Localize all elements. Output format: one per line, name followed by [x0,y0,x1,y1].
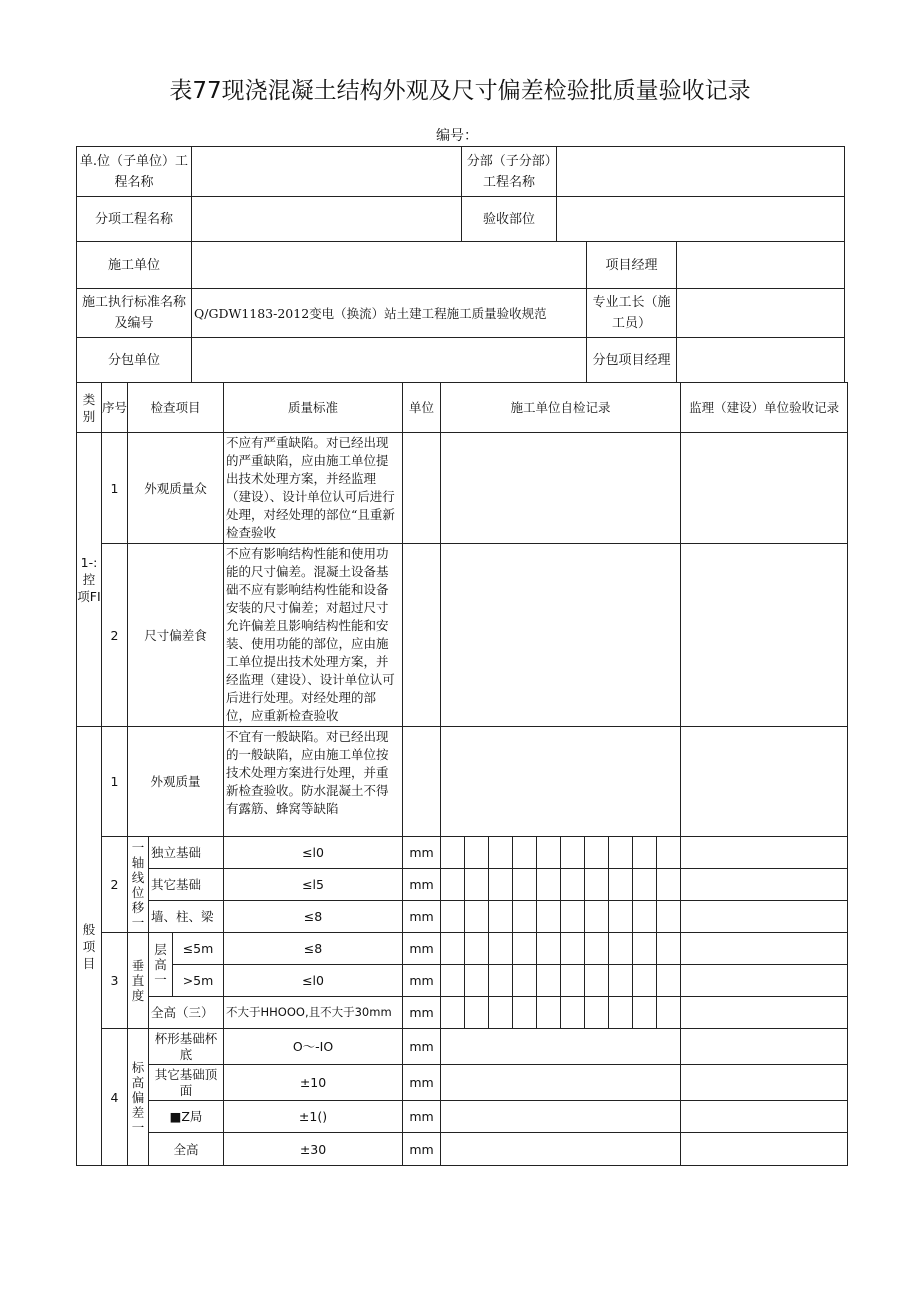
check-cell[interactable] [489,933,513,965]
foreman-label: 专业工长（施工员） [587,289,677,338]
check-cell[interactable] [441,933,465,965]
vertical-seq: 3 [102,933,128,1029]
sub-manager-value[interactable] [677,338,845,383]
self-check-cell[interactable] [441,433,681,544]
elevation-item: ■Z局 [149,1101,224,1133]
col-supervision: 监理（建设）单位验收记录 [681,383,848,433]
construction-unit-label: 施工单位 [77,242,192,289]
check-cell[interactable] [537,933,561,965]
unit-cell [403,727,441,837]
elevation-std: ±10 [224,1065,403,1101]
col-check-item: 检查项目 [128,383,224,433]
check-cell[interactable] [441,901,465,933]
supervision-cell[interactable] [681,965,848,997]
check-cell[interactable] [561,869,585,901]
check-cell[interactable] [561,997,585,1029]
check-cell[interactable] [465,869,489,901]
check-cell[interactable] [441,997,465,1029]
check-cell[interactable] [513,869,537,901]
check-cell[interactable] [489,901,513,933]
axis-item: 墙、柱、梁 [149,901,224,933]
check-cell[interactable] [657,997,681,1029]
supervision-cell[interactable] [681,901,848,933]
check-cell[interactable] [441,965,465,997]
general-row-seq: 1 [102,727,128,837]
vertical-std: ≤l0 [224,965,403,997]
elevation-unit: mm [403,1101,441,1133]
check-cell[interactable] [513,933,537,965]
main-row-seq: 2 [102,544,128,727]
accept-part-label: 验收部位 [462,197,557,242]
check-cell[interactable] [633,997,657,1029]
check-cell[interactable] [585,933,609,965]
check-cell[interactable] [537,997,561,1029]
main-control-label: 1-:控项FI [77,433,102,727]
vertical-sub-group: 层高一 [149,933,173,997]
self-check-cell[interactable] [441,1065,681,1101]
header-table [76,146,845,383]
self-check-cell[interactable] [441,1101,681,1133]
axis-item: 独立基础 [149,837,224,869]
project-manager-label: 项目经理 [587,242,677,289]
standard-value: Q/GDW1183-2012变电（换流）站土建工程施工质量验收规范 [192,289,587,338]
self-check-cell[interactable] [441,1133,681,1166]
check-cell[interactable] [465,965,489,997]
general-row-item: 外观质量 [128,727,224,837]
subcontractor-label: 分包单位 [77,338,192,383]
supervision-cell[interactable] [681,727,848,837]
sub-manager-label: 分包项目经理 [587,338,677,383]
page-title: 表77现浇混凝土结构外观及尺寸偏差检验批质量验收记录 [169,78,751,104]
col-category: 类别 [77,383,102,433]
check-cell[interactable] [513,997,537,1029]
check-cell[interactable] [465,933,489,965]
sub-project-label: 分部（子分部）工程名称 [462,147,557,197]
check-cell[interactable] [513,965,537,997]
supervision-cell[interactable] [681,933,848,965]
unit-project-label: 单.位（子单位）工程名称 [77,147,192,197]
self-check-cell[interactable] [441,727,681,837]
col-seq: 序号 [102,383,128,433]
vertical-total-std: 不大于HHOOO,且不大于30mm [224,997,403,1029]
check-cell[interactable] [489,965,513,997]
col-self-check: 施工单位自检记录 [441,383,681,433]
check-cell[interactable] [465,837,489,869]
axis-std: ≤l0 [224,837,403,869]
check-cell[interactable] [657,933,681,965]
check-cell[interactable] [585,901,609,933]
check-cell[interactable] [633,965,657,997]
project-manager-value[interactable] [677,242,845,289]
main-row-std: 不应有严重缺陷。对已经出现的严重缺陷，应由施工单位提出技术处理方案，并经监理（建设）、设计单位认可后进行处理，对经处理的部位“且重新检查验收 [224,433,403,544]
axis-unit: mm [403,901,441,933]
check-cell[interactable] [561,933,585,965]
vertical-unit: mm [403,933,441,965]
check-cell[interactable] [633,837,657,869]
vertical-total-item: 全高（三） [149,997,224,1029]
supervision-cell[interactable] [681,1029,848,1065]
vertical-item: ≤5m [173,933,224,965]
check-cell[interactable] [441,837,465,869]
supervision-cell[interactable] [681,433,848,544]
check-cell[interactable] [561,901,585,933]
axis-seq: 2 [102,837,128,933]
item-project-label: 分项工程名称 [77,197,192,242]
construction-unit-value[interactable] [192,242,587,289]
self-check-cell[interactable] [441,1029,681,1065]
supervision-cell[interactable] [681,837,848,869]
record-number-label: 编号： [436,128,478,144]
elevation-unit: mm [403,1065,441,1101]
check-cell[interactable] [561,837,585,869]
supervision-cell[interactable] [681,1133,848,1166]
supervision-cell[interactable] [681,997,848,1029]
check-cell[interactable] [513,901,537,933]
elevation-item: 杯形基础杯底 [149,1029,224,1065]
elevation-item: 其它基础顶面 [149,1065,224,1101]
check-cell[interactable] [633,901,657,933]
inspection-table [76,382,848,1166]
main-row-item: 尺寸偏差食 [128,544,224,727]
check-cell[interactable] [585,965,609,997]
check-cell[interactable] [609,901,633,933]
elevation-std: ±1() [224,1101,403,1133]
check-cell[interactable] [537,901,561,933]
check-cell[interactable] [513,837,537,869]
foreman-value[interactable] [677,289,845,338]
elevation-unit: mm [403,1029,441,1065]
main-row-seq: 1 [102,433,128,544]
general-row-std: 不宜有一般缺陷。对已经出现的一般缺陷，应由施工单位按技术处理方案进行处理，并重新检查验收。防水混凝土不得有露筋、蜂窝等缺陷 [224,727,403,837]
elevation-unit: mm [403,1133,441,1166]
check-cell[interactable] [657,837,681,869]
main-row-item: 外观质量众 [128,433,224,544]
general-label: 般项目 [77,727,102,1166]
supervision-cell[interactable] [681,869,848,901]
elevation-seq: 4 [102,1029,128,1166]
check-cell[interactable] [561,965,585,997]
check-cell[interactable] [537,837,561,869]
check-cell[interactable] [633,933,657,965]
check-cell[interactable] [609,965,633,997]
main-row-std: 不应有影响结构性能和使用功能的尺寸偏差。混凝土设备基础不应有影响结构性能和设备安装的尺寸偏差；对超过尺寸允许偏差且影响结构性能和安装、使用功能的部位，应由施工单位提出技术处理方案，并经监理（建设）、设计单位认可后进行处理。对经处理的部位，应重新检查验收 [224,544,403,727]
vertical-std: ≤8 [224,933,403,965]
axis-std: ≤l5 [224,869,403,901]
axis-unit: mm [403,837,441,869]
check-cell[interactable] [489,837,513,869]
unit-cell [403,544,441,727]
vertical-total-unit: mm [403,997,441,1029]
check-cell[interactable] [609,837,633,869]
check-cell[interactable] [537,869,561,901]
check-cell[interactable] [585,997,609,1029]
elevation-std: ±30 [224,1133,403,1166]
check-cell[interactable] [441,869,465,901]
check-cell[interactable] [657,901,681,933]
check-cell[interactable] [489,869,513,901]
elevation-item: 全高 [149,1133,224,1166]
check-cell[interactable] [657,965,681,997]
elevation-group: 标高偏差一 [128,1029,149,1166]
col-unit: 单位 [403,383,441,433]
supervision-cell[interactable] [681,544,848,727]
check-cell[interactable] [657,869,681,901]
unit-cell [403,433,441,544]
axis-item: 其它基础 [149,869,224,901]
check-cell[interactable] [609,933,633,965]
standard-label: 施工执行标准名称及编号 [77,289,192,338]
vertical-unit: mm [403,965,441,997]
axis-std: ≤8 [224,901,403,933]
accept-part-value[interactable] [557,197,845,242]
supervision-cell[interactable] [681,1065,848,1101]
axis-group: 一轴线位移一 [128,837,149,933]
axis-unit: mm [403,869,441,901]
supervision-cell[interactable] [681,1101,848,1133]
unit-project-value[interactable] [192,147,462,197]
col-quality-std: 质量标准 [224,383,403,433]
check-cell[interactable] [585,837,609,869]
check-cell[interactable] [537,965,561,997]
check-cell[interactable] [609,997,633,1029]
vertical-item: >5m [173,965,224,997]
check-cell[interactable] [465,901,489,933]
check-cell[interactable] [489,997,513,1029]
sub-project-value[interactable] [557,147,845,197]
elevation-std: O～-IO [224,1029,403,1065]
vertical-group: 垂直度 [128,933,149,1029]
check-cell[interactable] [465,997,489,1029]
check-cell[interactable] [633,869,657,901]
item-project-value[interactable] [192,197,462,242]
check-cell[interactable] [609,869,633,901]
subcontractor-value[interactable] [192,338,587,383]
check-cell[interactable] [585,869,609,901]
self-check-cell[interactable] [441,544,681,727]
